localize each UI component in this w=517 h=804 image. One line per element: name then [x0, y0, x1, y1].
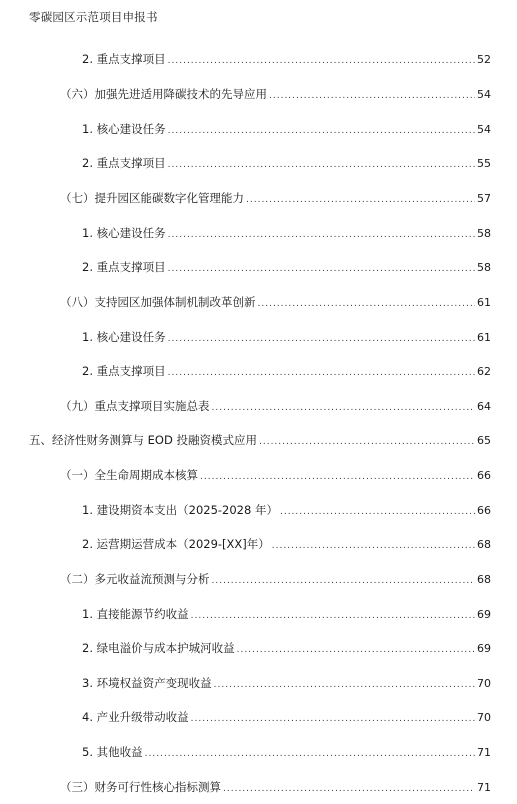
- toc-leader-dots: [212, 573, 476, 589]
- toc-entry-page: 58: [477, 227, 491, 240]
- toc-entry-title: （八）支持园区加强体制机制改革创新: [60, 295, 256, 309]
- toc-entry-page: 57: [477, 192, 491, 205]
- toc-entry[interactable]: [82, 640, 491, 656]
- toc-entry-title: 1. 直接能源节约收益: [82, 607, 189, 621]
- toc-leader-dots: [168, 331, 475, 347]
- toc-leader-dots: [212, 400, 476, 416]
- toc-entry[interactable]: [60, 398, 491, 414]
- toc-entry-page: 61: [477, 296, 491, 309]
- toc-leader-dots: [191, 711, 475, 727]
- toc-entry-page: 66: [477, 469, 491, 482]
- toc-entry-page: 52: [477, 53, 491, 66]
- toc-entry[interactable]: [60, 779, 491, 795]
- toc-entry-page: 69: [477, 608, 491, 621]
- toc-entry-title: 1. 核心建设任务: [82, 122, 166, 136]
- toc-entry[interactable]: [82, 536, 491, 552]
- toc-entry[interactable]: [82, 51, 491, 67]
- toc-entry-title: （六）加强先进适用降碳技术的先导应用: [60, 87, 267, 101]
- toc-leader-dots: [191, 608, 475, 624]
- toc-entry-page: 61: [477, 331, 491, 344]
- toc-entry-page: 69: [477, 642, 491, 655]
- toc-leader-dots: [168, 123, 475, 139]
- toc-entry-page: 55: [477, 157, 491, 170]
- toc-entry-title: 5. 其他收益: [82, 745, 143, 759]
- toc-leader-dots: [168, 157, 475, 173]
- toc-entry[interactable]: [82, 709, 491, 725]
- toc-entry[interactable]: [60, 86, 491, 102]
- toc-entry[interactable]: [82, 675, 491, 691]
- toc-entry[interactable]: [82, 259, 491, 275]
- toc-leader-dots: [214, 677, 475, 693]
- toc-leader-dots: [168, 227, 475, 243]
- toc-entry-title: （二）多元收益流预测与分析: [60, 572, 210, 586]
- toc-leader-dots: [237, 642, 475, 658]
- toc-leader-dots: [258, 296, 476, 312]
- toc-entry-title: （七）提升园区能碳数字化管理能力: [60, 191, 244, 205]
- toc-entry[interactable]: [82, 502, 491, 518]
- toc-entry-title: （一）全生命周期成本核算: [60, 468, 198, 482]
- toc-leader-dots: [280, 504, 475, 520]
- toc-entry[interactable]: [82, 121, 491, 137]
- toc-entry-title: 2. 绿电溢价与成本护城河收益: [82, 641, 235, 655]
- toc-entry-title: 五、经济性财务测算与 EOD 投融资模式应用: [29, 433, 257, 447]
- toc-entry[interactable]: [82, 155, 491, 171]
- toc-entry-title: 3. 环境权益资产变现收益: [82, 676, 212, 690]
- toc-entry[interactable]: [82, 225, 491, 241]
- document-header-title: 零碳园区示范项目申报书: [29, 10, 158, 24]
- toc-leader-dots: [168, 53, 475, 69]
- toc-entry-title: （九）重点支撑项目实施总表: [60, 399, 210, 413]
- toc-entry-title: 1. 核心建设任务: [82, 226, 166, 240]
- toc-entry-page: 54: [477, 123, 491, 136]
- toc-entry-page: 68: [477, 538, 491, 551]
- toc-entry-page: 62: [477, 365, 491, 378]
- toc-leader-dots: [272, 538, 475, 554]
- toc-entry-page: 64: [477, 400, 491, 413]
- toc-entry-title: 2. 运营期运营成本（2029-[XX]年）: [82, 537, 270, 551]
- toc-leader-dots: [168, 365, 475, 381]
- toc-entry-page: 58: [477, 261, 491, 274]
- toc-entry-title: 2. 重点支撑项目: [82, 260, 166, 274]
- toc-entry-page: 66: [477, 504, 491, 517]
- toc-leader-dots: [223, 781, 475, 797]
- toc-entry[interactable]: [82, 329, 491, 345]
- toc-entry-title: 1. 建设期资本支出（2025-2028 年）: [82, 503, 278, 517]
- toc-entry-title: 2. 重点支撑项目: [82, 364, 166, 378]
- toc-entry-title: （三）财务可行性核心指标测算: [60, 780, 221, 794]
- toc-entry[interactable]: [60, 294, 491, 310]
- toc-entry-title: 1. 核心建设任务: [82, 330, 166, 344]
- toc-entry-title: 2. 重点支撑项目: [82, 156, 166, 170]
- toc-entry-page: 68: [477, 573, 491, 586]
- toc-entry-title: 4. 产业升级带动收益: [82, 710, 189, 724]
- toc-entry-page: 70: [477, 711, 491, 724]
- toc-entry-title: 2. 重点支撑项目: [82, 52, 166, 66]
- toc-leader-dots: [246, 192, 475, 208]
- toc-entry[interactable]: [60, 571, 491, 587]
- toc-leader-dots: [269, 88, 475, 104]
- toc-entry-page: 54: [477, 88, 491, 101]
- toc-entry[interactable]: [82, 606, 491, 622]
- toc-entry-page: 71: [477, 781, 491, 794]
- toc-entry-page: 70: [477, 677, 491, 690]
- toc-leader-dots: [145, 746, 475, 762]
- toc-entry[interactable]: [60, 190, 491, 206]
- toc-leader-dots: [259, 434, 475, 450]
- toc-leader-dots: [200, 469, 475, 485]
- toc-entry-page: 65: [477, 434, 491, 447]
- toc-entry[interactable]: [60, 467, 491, 483]
- toc-leader-dots: [168, 261, 475, 277]
- toc-entry[interactable]: [82, 363, 491, 379]
- toc-entry-page: 71: [477, 746, 491, 759]
- toc-entry[interactable]: [29, 432, 491, 448]
- toc-entry[interactable]: [82, 744, 491, 760]
